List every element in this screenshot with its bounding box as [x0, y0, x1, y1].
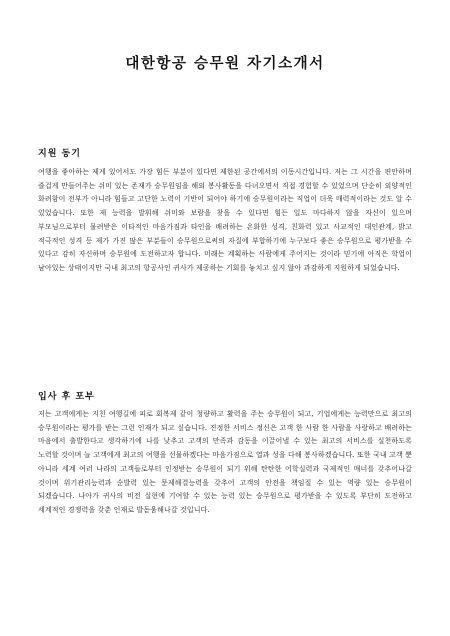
section-heading-aspiration: 입사 후 포부 — [38, 392, 95, 402]
section-heading-motivation: 지원 동기 — [38, 149, 81, 159]
document-title: 대한항공 승무원 자기소개서 — [125, 55, 325, 72]
section-body-aspiration: 저는 고객에게는 지친 여행길에 피로 회복제 같이 청량하고 활력을 주는 승무원이 되고, 기업에게는 능력만으로 최고의 승무원이라는 평가를 받는 그런 인재가 되고 싶습니다. 진정한 서비스 정신은 고객 한 사람 한 사람을 사랑하고 배려하는 마음에서 출발한다고 생각하기에 나를 낮추고 고객의 만족과 감동을 이끌어낼 수 있는 최고의 서비스를 실천하도록 노력할 것이며 늘 고객에게 최고의 여행을 선물하겠다는 마음가짐으로 열과 성을 다해 봉사하겠습니다. 또한 국내 고객 뿐 아니라 세계 여러 나라의 고객들로부터 인정받는 승무원이 되기 위해 탄탄한 어학실력과 국제적인 매너를 갖추어나갈 것이며 위기관리능력과 순발력 있는 문제해결능력을 갖추어 고객의 안전을 책임질 수 있는 역량 있는 승무원이 되겠습니다. 나아가 귀사의 비전 실현에 기여할 수 있는 능력 있는 승무원으로 평가받을 수 있도록 부단히 도전하고 세계적인 경쟁력을 갖춘 인재로 발돋움해나갈 것입니다. — [38, 410, 412, 514]
section-body-motivation: 여행을 좋아하는 제게 있어서도 가장 힘든 부분이 있다면 제한된 공간에서의 이동시간입니다. 저는 그 시간을 편안하며 즐겁게 만들어주는 쉬미 있는 존재가 승무원임을 해외 봉사활동을 다녀오면서 직접 경험할 수 있었으며 단순히 외양적인 화려함이 전부가 아니라 힘들고 고단한 노력이 기반이 되어야 하기에 승무원이라는 직업이 더욱 매력적이라는 것도 알 수 있었습니다. 또한 제 능력을 발휘해 쉬미와 보람을 찾을 수 있다면 힘든 일도 마다하지 않을 자신이 있으며 부모님으로부터 물려받은 이타적인 마음가짐과 타인을 배려하는 온화한 성격, 친화력 있고 사교적인 대인관계, 밝고 적극적인 성격 등 제가 가진 많은 부분들이 승무원으로써의 자질에 부합하기에 누구보다 좋은 승무원으로 평가받을 수 있다고 감히 자신하며 승무원에 도전하고자 합니다. 미래는 계획하는 사람에게 주어지는 것이라 믿기에 아직은 학업이 남아있는 상태이지만 국내 최고의 항공사인 귀사가 제공하는 기회를 놓치고 싶지 않아 과감하게 지원하게 되었습니다. — [38, 168, 412, 272]
